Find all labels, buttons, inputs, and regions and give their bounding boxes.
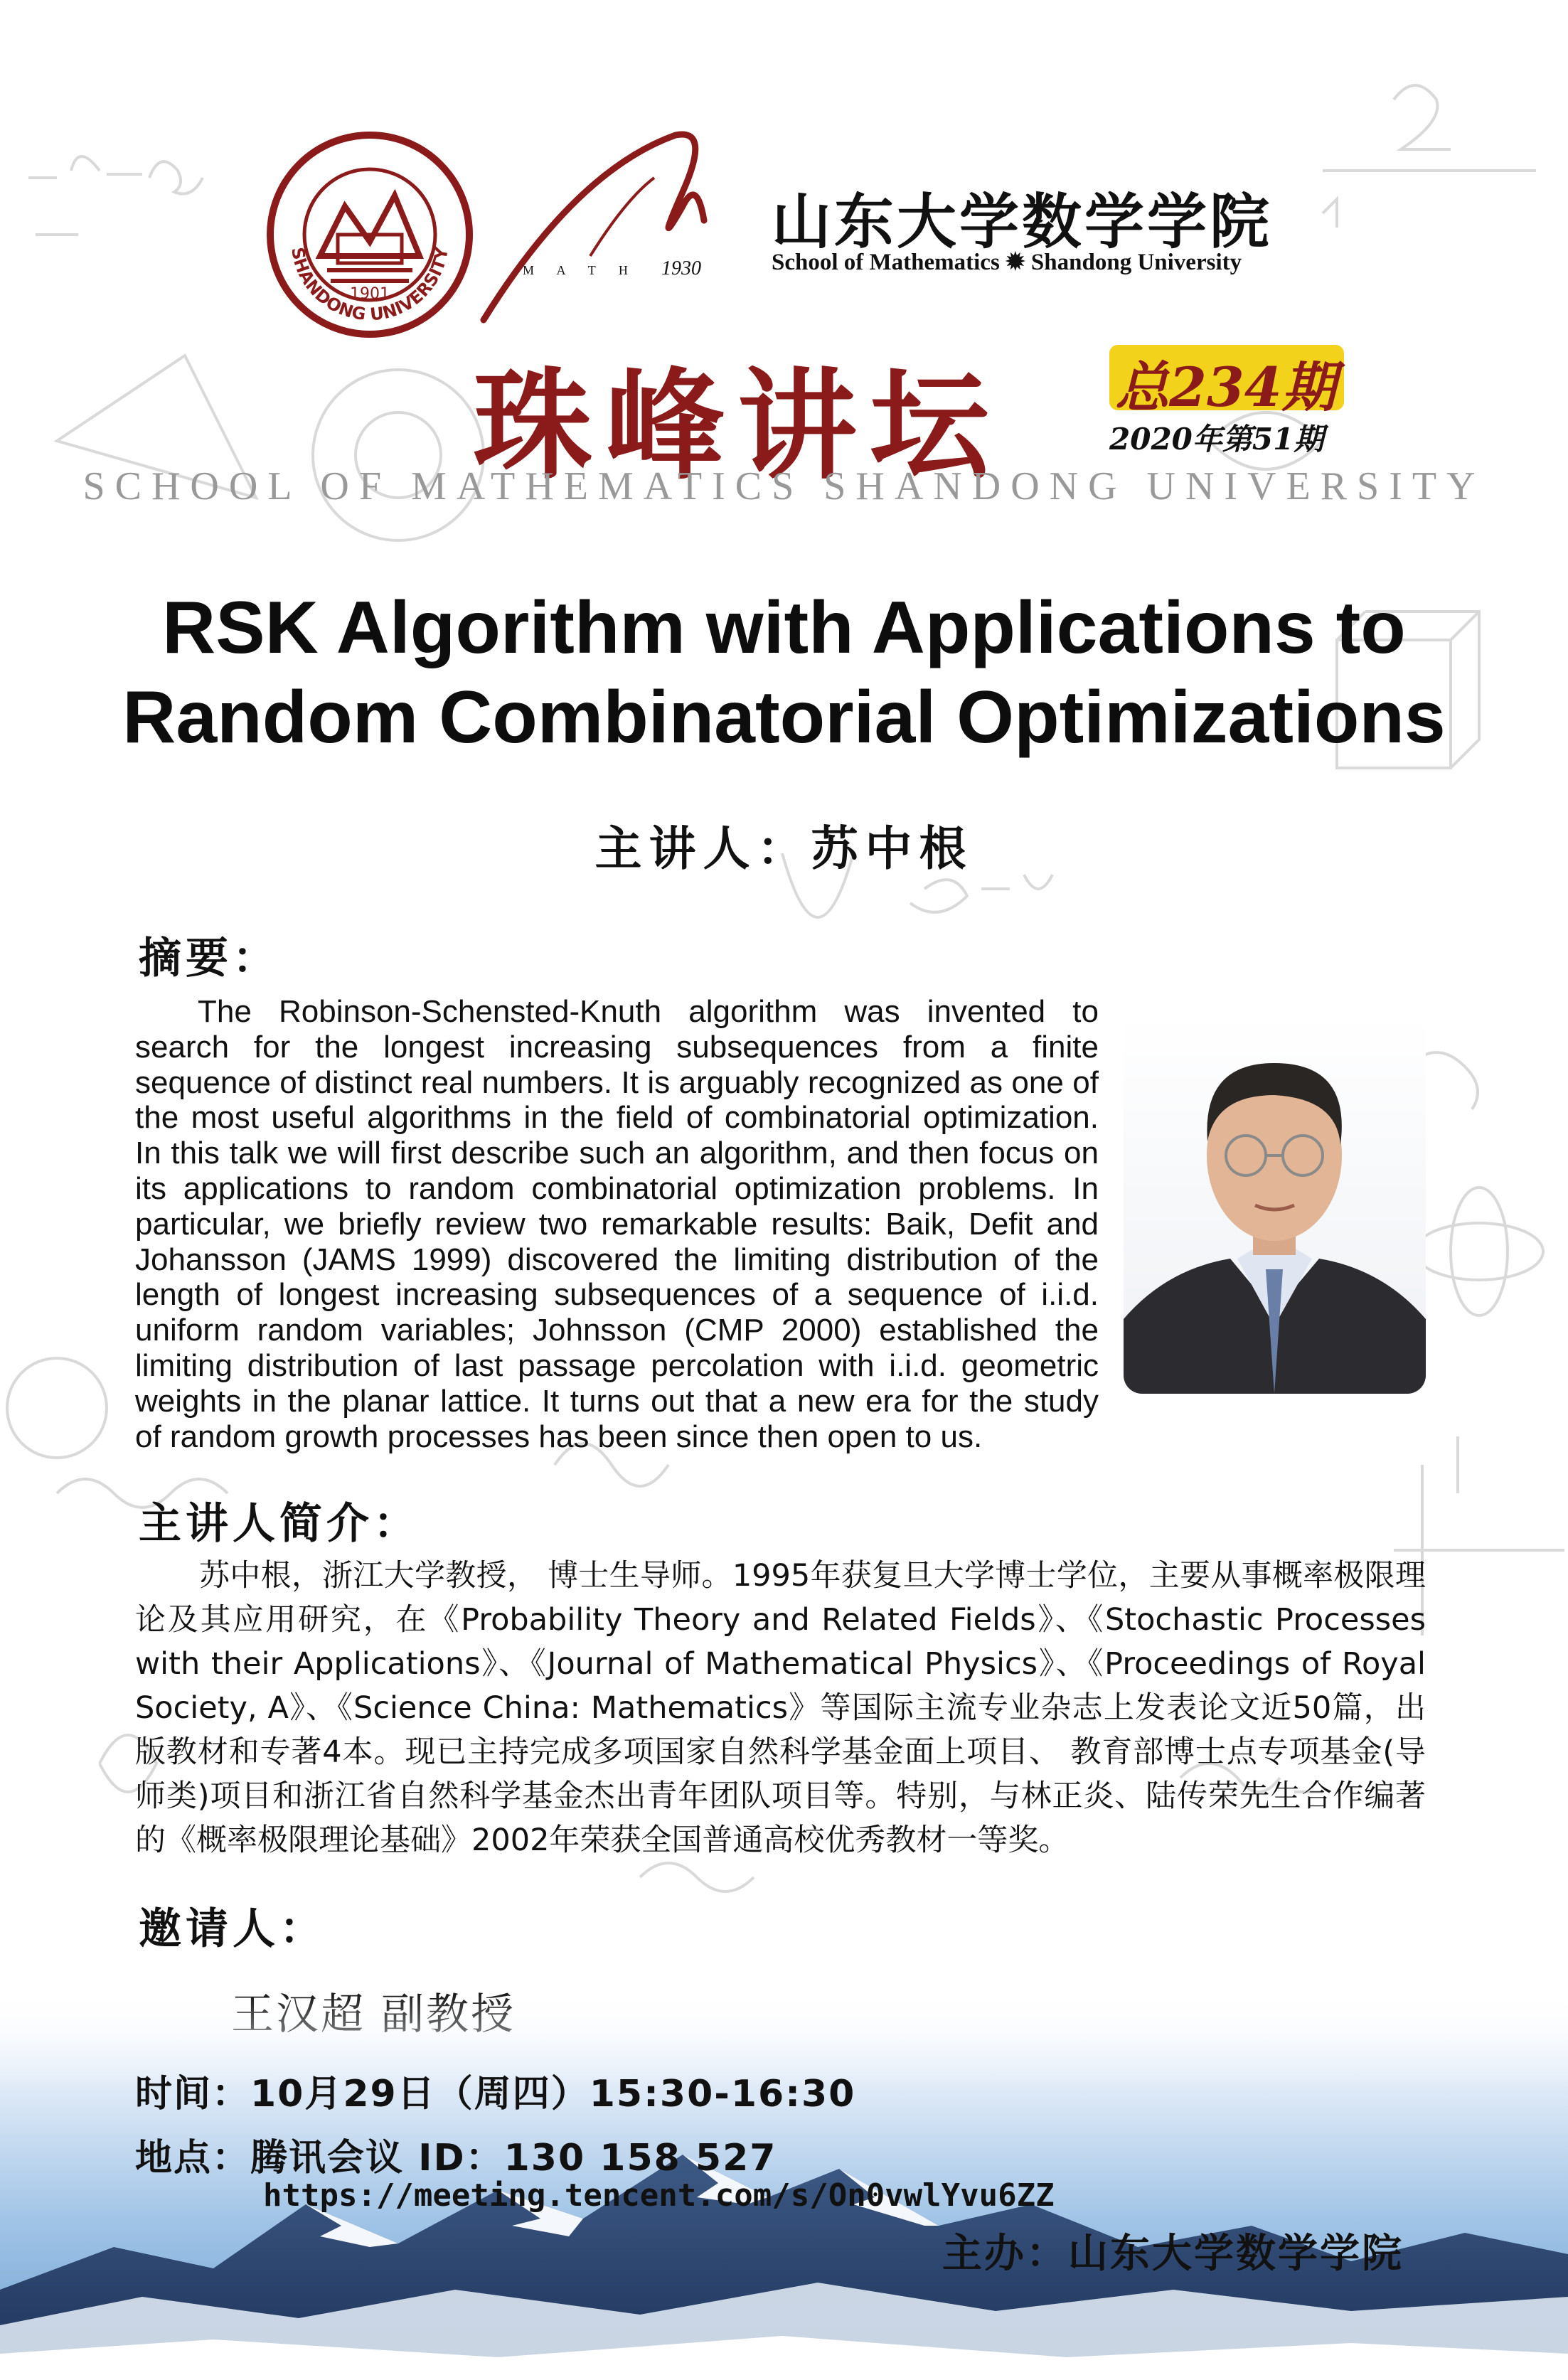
abstract-heading: 摘要：: [139, 934, 279, 983]
event-place: 地点：腾讯会议 ID：130 158 527: [135, 2137, 777, 2179]
speaker-photo: [1124, 1013, 1426, 1394]
math-school-logo: [469, 114, 725, 327]
issue-year-label: 2020年第51期: [1109, 422, 1324, 457]
school-name-chinese: 山东大学数学学院: [772, 186, 1273, 257]
speaker-bio-text: 苏中根，浙江大学教授， 博士生导师。1995年获复旦大学博士学位，主要从事概率极限理论及其应用研究，在《Probability Theory and Related Fields》、《Stochastic Processes with their Applications》、《Journal of Mathematical Physics》、《Proceedings of Royal Society, A》、《Science China: Mathematics》等国际主流专业杂志上发表论文近50篇，出版教材和专著4本。现已主持完成多项国家自然科学基金面上项目、 教育部博士点专项基金(导师类)项目和浙江省自然科学基金杰出青年团队项目等。特别，与林正炎、陆传荣先生合作编著的《概率极限理论基础》2002年荣获全国普通高校优秀教材一等奖。: [135, 1558, 1426, 1858]
svg-text:1930: 1930: [661, 257, 701, 279]
talk-title: RSK Algorithm with Applications to Random Combinatorial Optimizations: [122, 587, 1446, 759]
university-seal-logo: [263, 128, 476, 341]
school-name-english: School of Mathematics ✹ Shandong University: [772, 250, 1242, 275]
svg-text:1901: 1901: [350, 285, 390, 303]
speaker-bio-heading: 主讲人简介：: [139, 1499, 420, 1549]
inviter-heading: 邀请人：: [139, 1904, 326, 1954]
event-time: 时间：10月29日（周四）15:30-16:30: [135, 2073, 856, 2115]
abstract-text: The Robinson-Schensted-Knuth algorithm was invented to search for the longest increasing subsequences from a finite sequence of distinct real numbers. It is arguably recognized as one of the most useful algorithms in the field of combinatorial optimization. In this talk we will first describe such an algorithm, and then focus on its applications to random combinatorial optimization problems. In particular, we briefly review two remarkable results: Baik, Defit and Johansson (JAMS 1999) discovered the limiting distribution of the length of longest increasing subsequences of a sequence of i.i.d. uniform random variables; Johnsson (CMP 2000) established the limiting distribution of last passage percolation with i.i.d. geometric weights in the planar lattice. It turns out that a new era for the study of random growth processes has been since then open to us.: [135, 994, 1099, 1454]
speaker-line: 主讲人：苏中根: [594, 821, 974, 876]
svg-text:M A T H: M A T H: [523, 263, 638, 277]
event-host: 主办：山东大学数学学院: [942, 2231, 1404, 2277]
school-banner-text: SCHOOL OF MATHEMATICS SHANDONG UNIVERSITY: [82, 464, 1486, 508]
svg-text:SHANDONG UNIVERSITY: SHANDONG UNIVERSITY: [287, 245, 452, 325]
meeting-link[interactable]: https://meeting.tencent.com/s/On0vwlYvu6ZZ: [263, 2177, 1055, 2214]
issue-total-label: 总234期: [1115, 356, 1336, 419]
forum-title: 珠峰讲坛: [473, 355, 1002, 496]
